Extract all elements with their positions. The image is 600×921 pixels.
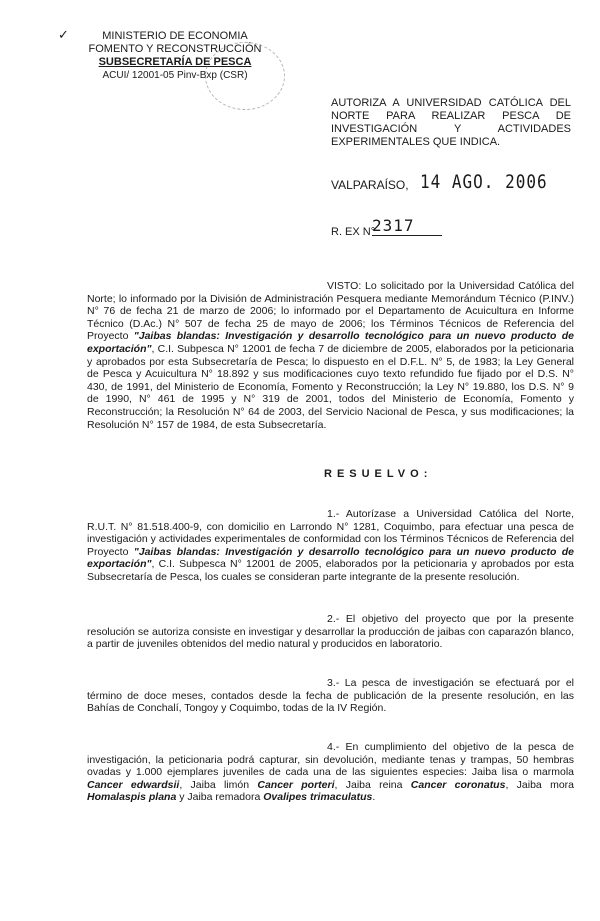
- place: VALPARAÍSO,: [331, 178, 409, 192]
- item-2: 2.- El objetivo del proyecto que por la presente resolución se autoriza consiste en investigar y desarrollar la producción de jaibas con caparazón blanco, a partir de juveniles obtenidos del medio natural y producidos en laboratorio.: [87, 613, 574, 651]
- item-3: 3.- La pesca de investigación se efectuará por el término de doce meses, contados desde la fecha de publicación de la presente resolución, en las Bahías de Conchalí, Tongoy y Coquimbo, todas de la IV Región.: [87, 677, 574, 715]
- header-line-1: MINISTERIO DE ECONOMIA: [102, 30, 248, 42]
- visto-paragraph: VISTO: Lo solicitado por la Universidad Católica del Norte; lo informado por la División de Administración Pesquera mediante Memorándum Técnico (P.INV.) N° 76 de fecha 21 de marzo de 2006; lo informado por el Departamento de Acuicultura en Informe Técnico (D.Ac.) N° 507 de fecha 25 de mayo de 2006; los Términos Técnicos de Referencia del Proyecto "Jaibas blandas: Investigación y desarrollo tecnológico para un nuevo producto de exportación", C.I. Subpesca N° 12001 de fecha 7 de diciembre de 2005, elaborados por la peticionaria y aprobados por esta Subsecretaría de Pesca; lo dispuesto en el D.F.L. N° 5, de 1983; la Ley General de Pesca y Acuicultura N° 18.892 y sus modificaciones cuyo texto refundido fue fijado por el D.S. N° 430, de 1991, del Ministerio de Economía, Fomento y Reconstrucción; la Ley N° 19.880, los D.S. N° 9 de 1990, N° 461 de 1995 y N° 319 de 2001, todos del Ministerio de Economía, Fomento y Reconstrucción; la Resolución N° 64 de 2003, del Servicio Nacional de Pesca, y sus modificaciones; la Resolución N° 157 de 1984, de esta Subsecretaría.: [87, 280, 574, 431]
- header-line-3: SUBSECRETARÍA DE PESCA: [98, 56, 252, 68]
- item-1: 1.- Autorízase a Universidad Católica del Norte, R.U.T. N° 81.518.400-9, con domicilio en Larrondo N° 1281, Coquimbo, para efectuar una pesca de investigación y actividades experimentales de conformidad con los Términos Técnicos de Referencia del Proyecto "Jaibas blandas: Investigación y desarrollo tecnológico para un nuevo producto de exportación", C.I. Subpesca N° 12001 de 2005, elaborados por la peticionaria y aprobados por esta Subsecretaría de Pesca, los cuales se consideran parte integrante de la presente resolución.: [87, 508, 574, 583]
- header-line-2: FOMENTO Y RECONSTRUCCIÓN: [88, 43, 262, 55]
- date-stamp: 14 AGO. 2006: [420, 170, 548, 193]
- subject-block: AUTORIZA A UNIVERSIDAD CATÓLICA DEL NORTE PARA REALIZAR PESCA DE INVESTIGACIÓN Y ACTIVIDADES EXPERIMENTALES QUE INDICA.: [331, 97, 571, 148]
- resuelvo-heading: RESUELVO:: [324, 468, 433, 480]
- resolution-label: R. EX N°: [331, 226, 376, 238]
- check-mark-icon: ✓: [58, 27, 69, 42]
- resolution-number: 2317: [372, 216, 442, 236]
- item-4: 4.- En cumplimiento del objetivo de la pesca de investigación, la peticionaria podrá capturar, sin devolución, mediante tenas y trampas, 50 hembras ovadas y 1.000 ejemplares juveniles de cada una de las siguientes especies: Jaiba lisa o marmola Cancer edwardsii, Jaiba limón Cancer porteri, Jaiba reina Cancer coronatus, Jaiba mora Homalaspis plana y Jaiba remadora Ovalipes trimaculatus.: [87, 741, 574, 804]
- header-reference: ACUI/ 12001-05 Pinv-Bxp (CSR): [102, 70, 248, 81]
- official-seal-stamp: [205, 42, 285, 110]
